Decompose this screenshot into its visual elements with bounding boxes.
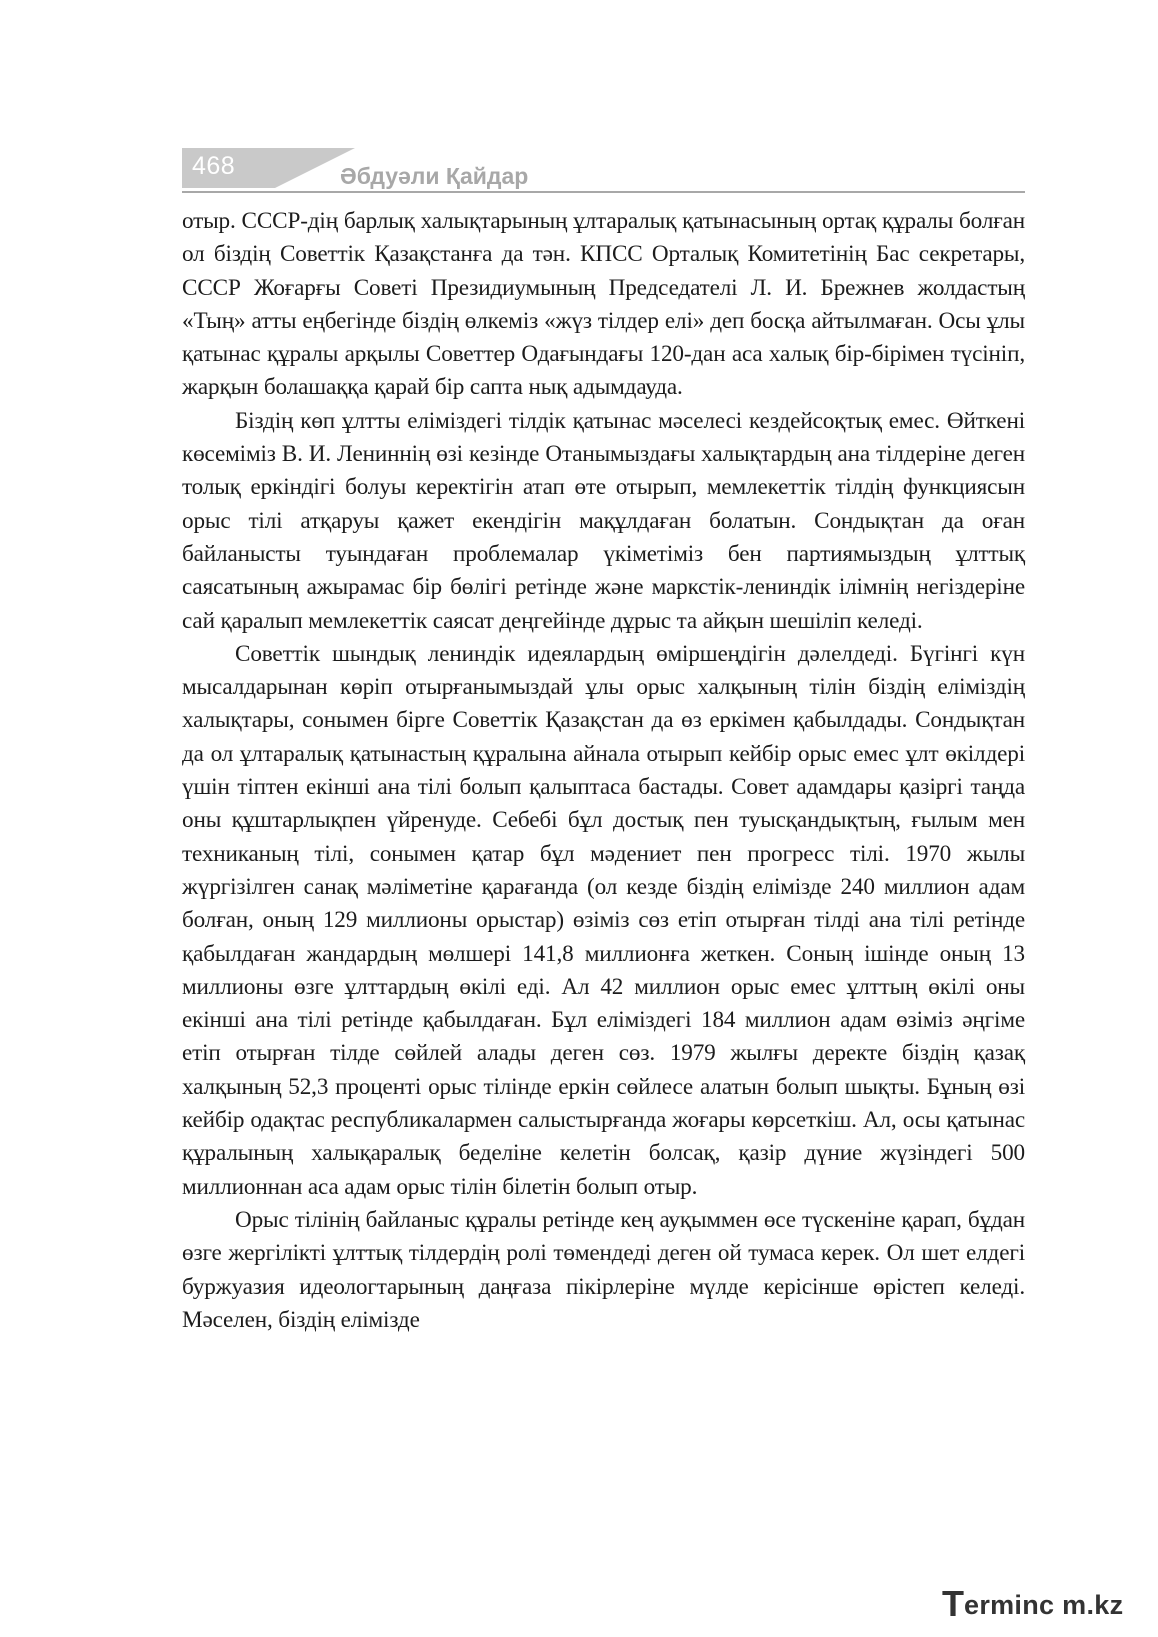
watermark-letter: T [942,1583,964,1624]
header-rule [182,191,1025,193]
watermark-text: erminc m.kz [964,1590,1124,1620]
body-text [182,205,1025,1337]
paragraph-4: Орыс тілінің байланыс құралы ретінде кең ауқыммен өсе түскеніне қарап, бұдан өзге жергілікті ұлттық тілдердің ролі төмендеді деген ой тумаса керек. Ол шет елдегі буржуазия идеологтарының даңғаза пікірлеріне мүлде керісінше өрістеп келеді. Мәселен, біздің елімізде [182,1206,1025,1333]
site-watermark [942,1583,1142,1623]
paragraph-3: Советтік шындық лениндік идеялардың өміршеңдігін дәлелдеді. Бүгінгі күн мысалдарынан көріп отырғанымыздай ұлы орыс халқының тілін біздің еліміздің халықтары, сонымен бірге Советтік Қазақстан да өз еркімен қабылдады. Сондықтан да ол ұлтаралық қатынастың құралына айнала отырып кейбір орыс емес ұлт өкілдері үшін тіптен екінші ана тілі болып қалыптаса бастады. Совет адамдары қазіргі таңда оны құштарлықпен үйренуде. Себебі бұл достық пен туысқандықтың, ғылым мен техниканың тілі, сонымен қатар бұл мәдениет пен прогресс тілі. 1970 жылы жүргізілген санақ мәліметіне қарағанда (ол кезде біздің елімізде 240 миллион адам болған, оның 129 миллионы орыстар) өзіміз сөз етіп отырған тілді ана тілі ретінде қабылдаған жандардың мөлшері 141,8 миллионға жеткен. Соның ішінде оның 13 миллионы өзге ұлттардың өкілі еді. Ал 42 миллион орыс емес ұлттың өкілі оны екінші ана тілі ретінде қабылдаған. Бұл еліміздегі 184 миллион адам өзіміз әңгіме етіп отырған тілде сөйлей алады деген сөз. 1979 жылғы деректе біздің қазақ халқының 52,3 проценті орыс тілінде еркін сөйлесе алатын болып шықты. Бұның өзі кейбір одақтас республикалармен салыстырғанда жоғары көрсеткіш. Ал, осы қатынас құралының халықаралық беделіне келетін болсақ, қазір дүние жүзіндегі 500 миллионнан аса адам орыс тілін білетін болып отыр. [182,640,1025,1200]
page-header [182,148,1025,194]
paragraph-1: отыр. СССР-дің барлық халықтарының ұлтаралық қатынасының ортақ құралы болған ол біздің Советтік Қазақстанға да тән. КПСС Орталық Комитетінің Бас секретары, СССР Жоғарғы Советі Президиумының Председателі Л. И. Брежнев жолдастың «Тың» атты еңбегінде біздің өлкеміз «жүз тілдер елі» деп босқа айтылмаған. Осы ұлы қатынас құралы арқылы Советтер Одағындағы 120-дан аса халық бір-бірімен түсініп, жарқын болашаққа қарай бір сапта нық адымдауда. [182,208,1025,401]
paragraph-2: Біздің көп ұлтты еліміздегі тілдік қатынас мәселесі кездейсоқтық емес. Өйткені көсеміміз В. И. Лениннің өзі кезінде Отанымыздағы халықтардың ана тілдеріне деген толық еркіндігі болуы керектігін атап өте отырып, мемлекеттік тілдің функциясын орыс тілі атқаруы қажет екендігін мақұлдаған болатын. Сондықтан да оған байланысты туындаған проблемалар үкіметіміз бен партиямыздың ұлттық саясатының ажырамас бір бөлігі ретінде және маркстік-лениндік ілімнің негіздеріне сай қаралып мемлекеттік саясат деңгейінде дұрыс та айқын шешіліп келеді. [182,407,1025,634]
running-head-author: Әбдуәли Қайдар [340,163,529,189]
page-number-tab [182,148,275,188]
page-number: 468 [192,152,236,180]
